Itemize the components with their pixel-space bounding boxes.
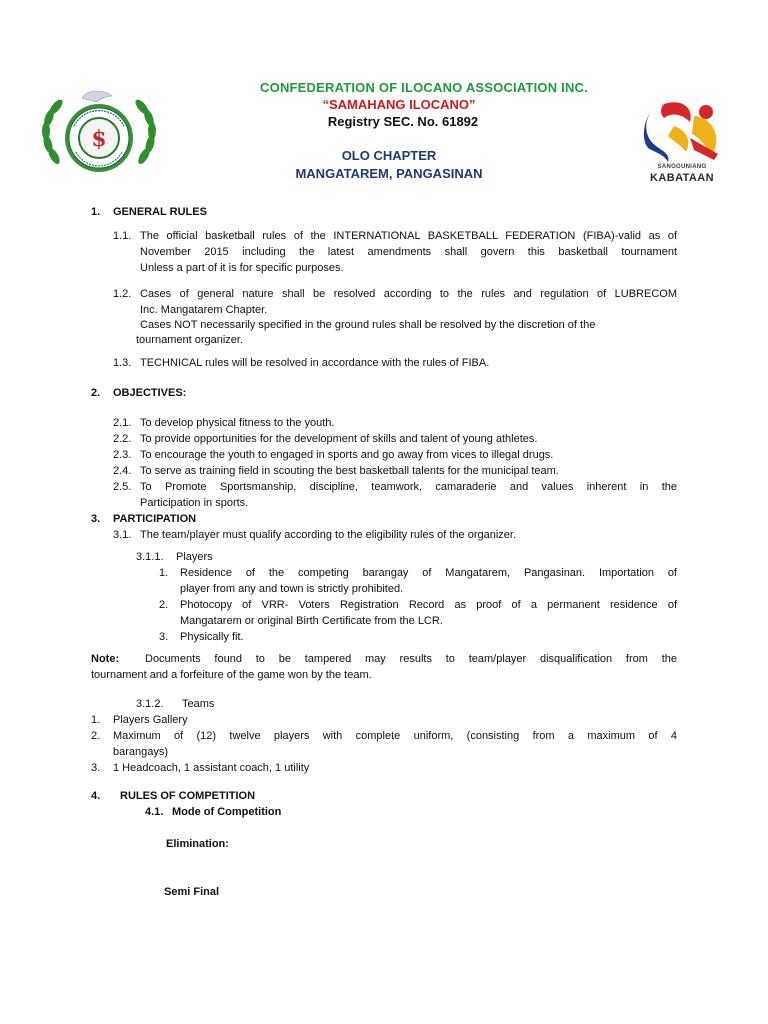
rule-1-2-line3: Cases NOT necessarily specified in the ground rules shall be resolved by the discretion of the [140,319,596,331]
section-1-title: GENERAL RULES [113,206,207,218]
rule-4-1-title: Mode of Competition [172,806,282,818]
player-req-2-number: 2. [159,599,169,611]
org-alias: “SAMAHANG ILOCANO” [322,97,476,112]
rule-3-1-1-title: Players [176,551,213,563]
note-line2: tournament and a forfeiture of the game won by the team. [91,669,372,681]
chapter-location: MANGATAREM, PANGASINAN [295,166,483,181]
rule-1-2-number: 1.2. [113,288,132,300]
rule-1-1-line2: November 2015 including the latest amendments shall govern this basketball tournament [140,246,677,258]
rule-3-1-2-title: Teams [182,698,215,710]
registry-number: Registry SEC. No. 61892 [327,114,479,129]
rule-1-1-number: 1.1. [113,230,132,242]
elimination-label: Elimination: [166,838,229,850]
rule-1-1-line3: Unless a part of it is for specific purposes. [140,262,344,274]
team-req-2-number: 2. [91,730,101,742]
player-req-1-line1: Residence of the competing barangay of Mangatarem, Pangasinan. Importation of [180,567,677,579]
org-name: CONFEDERATION OF ILOCANO ASSOCIATION INC. [260,80,588,95]
rule-1-1-line1: The official basketball rules of the INTERNATIONAL BASKETBALL FEDERATION (FIBA)-valid as of [140,230,677,242]
objective-2-5-line1: To Promote Sportsmanship, discipline, teamwork, camaraderie and values inherent in the [140,481,677,493]
section-3-title: PARTICIPATION [113,513,197,525]
rule-1-3-number: 1.3. [113,357,132,369]
objective-2-1-number: 2.1. [113,417,132,429]
team-req-1-number: 1. [91,714,101,726]
semi-final-label: Semi Final [164,886,220,898]
rule-3-1-number: 3.1. [113,529,132,541]
chapter-name: OLO CHAPTER [341,148,437,163]
rule-1-2-line1: Cases of general nature shall be resolved according to the rules and regulation of LUBRECOM [140,288,677,300]
objective-2-5-line2: Participation in sports. [140,497,249,509]
section-2-title: OBJECTIVES: [113,387,187,399]
objective-2-4-number: 2.4. [113,465,132,477]
rule-1-2-line2: Inc. Mangatarem Chapter. [140,304,268,316]
rule-3-1-text: The team/player must qualify according to the eligibility rules of the organizer. [140,529,517,541]
objective-2-3-text: To encourage the youth to engaged in sports and go away from vices to illegal drugs. [140,449,554,461]
logo-caption-sangguniang: SANGGUNIANG [657,164,707,170]
objective-2-3-number: 2.3. [113,449,132,461]
objective-2-2-number: 2.2. [113,433,132,445]
team-req-2-line2: barangays) [113,746,169,758]
section-4-number: 4. [91,790,101,802]
svg-text:$: $ [91,126,107,152]
player-req-1-line2: player from any and town is strictly prohibited. [180,583,404,595]
objective-2-4-text: To serve as training field in scouting the best basketball talents for the municipal team. [140,465,559,477]
objective-2-1-text: To develop physical fitness to the youth. [140,417,335,429]
rule-4-1-number: 4.1. [145,806,164,818]
rule-3-1-1-number: 3.1.1. [136,551,164,563]
objective-2-2-text: To provide opportunities for the development of skills and talent of young athletes. [140,433,538,445]
player-req-2-line1: Photocopy of VRR- Voters Registration Record as proof of a permanent residence of [180,599,677,611]
rule-1-3-line1: TECHNICAL rules will be resolved in accordance with the rules of FIBA. [140,357,490,369]
rule-3-1-2-number: 3.1.2. [136,698,164,710]
section-4-title: RULES OF COMPETITION [120,790,256,802]
rule-1-2-line4: tournament organizer. [136,334,244,346]
note-line1: Documents found to be tampered may results to team/player disqualification from the [145,653,677,665]
team-req-2-line1: Maximum of (12) twelve players with complete uniform, (consisting from a maximum of 4 [113,730,677,742]
team-req-3-number: 3. [91,762,101,774]
player-req-3-text: Physically fit. [180,631,244,643]
note-label: Note: [91,653,120,665]
team-req-1-text: Players Gallery [113,714,188,726]
section-2-number: 2. [91,387,101,399]
section-3-number: 3. [91,513,101,525]
section-1-number: 1. [91,206,101,218]
team-req-3-text: 1 Headcoach, 1 assistant coach, 1 utility [113,762,310,774]
player-req-3-number: 3. [159,631,169,643]
logo-caption-kabataan: KABATAAN [650,172,714,184]
objective-2-5-number: 2.5. [113,481,132,493]
player-req-2-line2: Mangatarem or original Birth Certificate from the LCR. [180,615,443,627]
player-req-1-number: 1. [159,567,169,579]
